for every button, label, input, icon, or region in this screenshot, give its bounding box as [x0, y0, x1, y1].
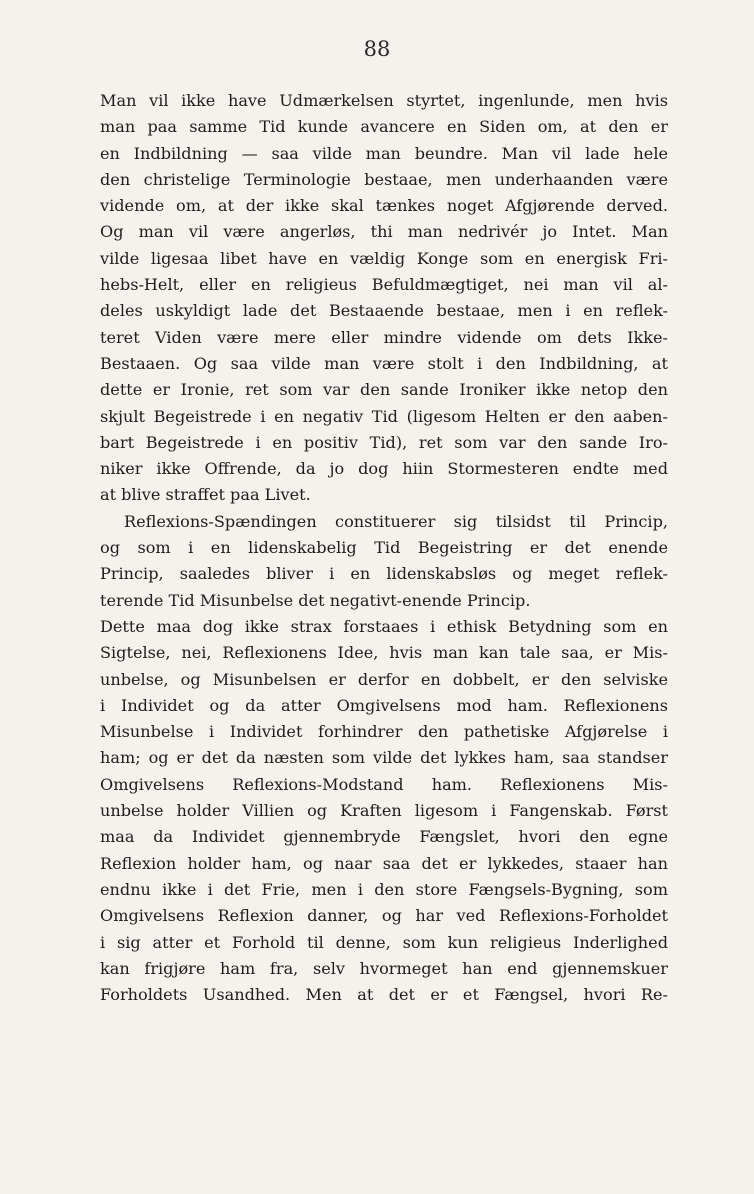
- text-line: Dette maa dog ikke strax forstaaes i ethisk Betydning som en: [100, 616, 668, 636]
- text-line: Princip, saaledes bliver i en lidenskabsløs og meget reflek-: [100, 564, 668, 584]
- text-line: deles uskyldigt lade det Bestaaende bestaae, men i en reflek-: [100, 301, 668, 321]
- text-line: skjult Begeistrede i en negativ Tid (ligesom Helten er den aaben-: [100, 406, 668, 426]
- text-line: unbelse, og Misunbelsen er derfor en dobbelt, er den selviske: [100, 669, 668, 689]
- text-line: Omgivelsens Reflexion danner, og har ved Reflexions-Forholdet: [100, 906, 668, 926]
- text-line: terende Tid Misunbelse det negativt-enende Princip.: [100, 590, 531, 610]
- text-line: og som i en lidenskabelig Tid Begeistring er det enende: [100, 538, 668, 558]
- text-line: Og man vil være angerløs, thi man nedrivér jo Intet. Man: [100, 222, 668, 242]
- text-line: teret Viden være mere eller mindre vidende om dets Ikke-: [100, 327, 668, 347]
- text-line: ham; og er det da næsten som vilde det lykkes ham, saa standser: [100, 748, 668, 768]
- text-line: den christelige Terminologie bestaae, men underhaanden være: [100, 169, 668, 189]
- text-line: Sigtelse, nei, Reflexionens Idee, hvis man kan tale saa, er Mis-: [100, 643, 668, 663]
- text-line: i sig atter et Forhold til denne, som kun religieus Inderlighed: [100, 932, 668, 952]
- text-line: man paa samme Tid kunde avancere en Siden om, at den er: [100, 117, 668, 137]
- text-line: vilde ligesaa libet have en vældig Konge som en energisk Fri-: [100, 248, 668, 268]
- text-line: bart Begeistrede i en positiv Tid), ret som var den sande Iro-: [100, 432, 668, 452]
- body-text: [100, 88, 668, 1008]
- text-line: Reflexions-Spændingen constituerer sig tilsidst til Princip,: [124, 511, 668, 531]
- text-line: en Indbildning — saa vilde man beundre. Man vil lade hele: [100, 143, 668, 163]
- text-line: Forholdets Usandhed. Men at det er et Fængsel, hvori Re-: [100, 985, 668, 1005]
- text-line: unbelse holder Villien og Kraften ligesom i Fangenskab. Først: [100, 801, 668, 821]
- text-line: kan frigjøre ham fra, selv hvormeget han end gjennemskuer: [100, 958, 668, 978]
- text-line: vidende om, at der ikke skal tænkes noget Afgjørende derved.: [100, 196, 668, 216]
- text-line: maa da Individet gjennembryde Fængslet, hvori den egne: [100, 827, 668, 847]
- text-line: dette er Ironie, ret som var den sande Ironiker ikke netop den: [100, 380, 668, 400]
- text-line: Man vil ikke have Udmærkelsen styrtet, ingenlunde, men hvis: [100, 91, 668, 110]
- text-line: endnu ikke i det Frie, men i den store Fængsels-Bygning, som: [100, 879, 668, 899]
- text-line: Omgivelsens Reflexions-Modstand ham. Reflexionens Mis-: [100, 774, 668, 794]
- text-line: hebs-Helt, eller en religieus Befuldmægtiget, nei man vil al-: [100, 275, 668, 295]
- text-line: niker ikke Offrende, da jo dog hiin Stormesteren endte med: [100, 459, 668, 479]
- text-line: i Individet og da atter Omgivelsens mod ham. Reflexionens: [100, 695, 668, 715]
- text-line: Reflexion holder ham, og naar saa det er lykkedes, staaer han: [100, 853, 668, 873]
- text-line: Misunbelse i Individet forhindrer den pathetiske Afgjørelse i: [100, 722, 668, 742]
- text-line: at blive straffet paa Livet.: [100, 485, 311, 505]
- text-line: Bestaaen. Og saa vilde man være stolt i den Indbildning, at: [100, 353, 668, 373]
- page-number: 88: [363, 37, 391, 61]
